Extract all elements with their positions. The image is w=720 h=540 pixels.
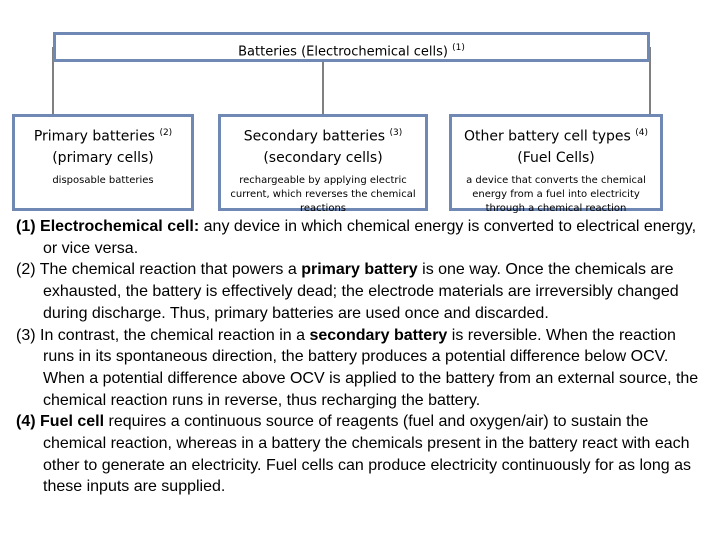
note-1-num: (1) [16,218,36,235]
root-node-batteries [53,32,650,62]
primary-title [15,123,191,169]
secondary-ref: (3) [389,128,403,138]
note-4-bold: Fuel cell [40,413,105,431]
note-2 [16,259,710,324]
secondary-title-line2: (secondary cells) [263,149,383,166]
note-2-bold: primary battery [301,261,418,279]
note-2-pre: The chemical reaction that powers a [39,261,302,279]
note-1-bold: Electrochemical cell: [40,218,200,235]
primary-title-line2: (primary cells) [52,149,154,166]
other-description: a device that converts the chemical energy from a fuel into electricity through a chemical reaction [466,174,646,214]
child-node-other [449,114,663,214]
footnotes [16,216,710,498]
primary-title-line1: Primary batteries [33,128,155,145]
note-2-num: (2) [16,261,36,279]
other-title-line1: Other battery cell types [463,128,631,145]
note-4-num: (4) [16,413,36,431]
child-node-secondary [218,114,428,214]
other-title [452,123,660,169]
note-3 [16,325,710,412]
note-3-num: (3) [16,326,36,344]
other-ref: (4) [635,128,649,138]
root-ref: (1) [452,43,465,53]
secondary-description: rechargeable by applying electric current, which reverses the chemical reactions [230,174,416,214]
primary-ref: (2) [159,128,173,138]
secondary-title [221,123,425,169]
root-label: Batteries (Electrochemical cells) [238,44,448,60]
secondary-title-line1: Secondary batteries [243,128,385,145]
child-node-primary [12,114,194,211]
other-title-line2: (Fuel Cells) [517,149,595,166]
note-2-text: is one way. Once the chemicals are exhausted, the battery is effectively dead; the electrode materials are irreversibly changed during discharge. Thus, primary batteries are used once and discarded. [43,261,679,322]
note-4 [16,411,710,498]
note-1 [16,216,710,259]
note-3-text: is reversible. When the reaction runs in its spontaneous direction, the battery produces a potential difference below OCV. When a potential difference above OCV is applied to the battery from an external source, the chemical reaction runs in reverse, thus recharging the battery. [43,326,699,409]
note-3-bold: secondary battery [309,326,448,344]
primary-description: disposable batteries [52,174,154,186]
note-1-text: any device in which chemical energy is converted to electrical energy, or vice versa. [43,218,697,257]
note-3-pre: In contrast, the chemical reaction in a [40,326,310,344]
note-4-text: requires a continuous source of reagents (fuel and oxygen/air) to sustain the chemical reaction, whereas in a battery the chemicals present in the battery react with each other to generate an electricity. Fuel cells can produce electricity continuously for as long as these inputs are supplied. [43,413,692,496]
